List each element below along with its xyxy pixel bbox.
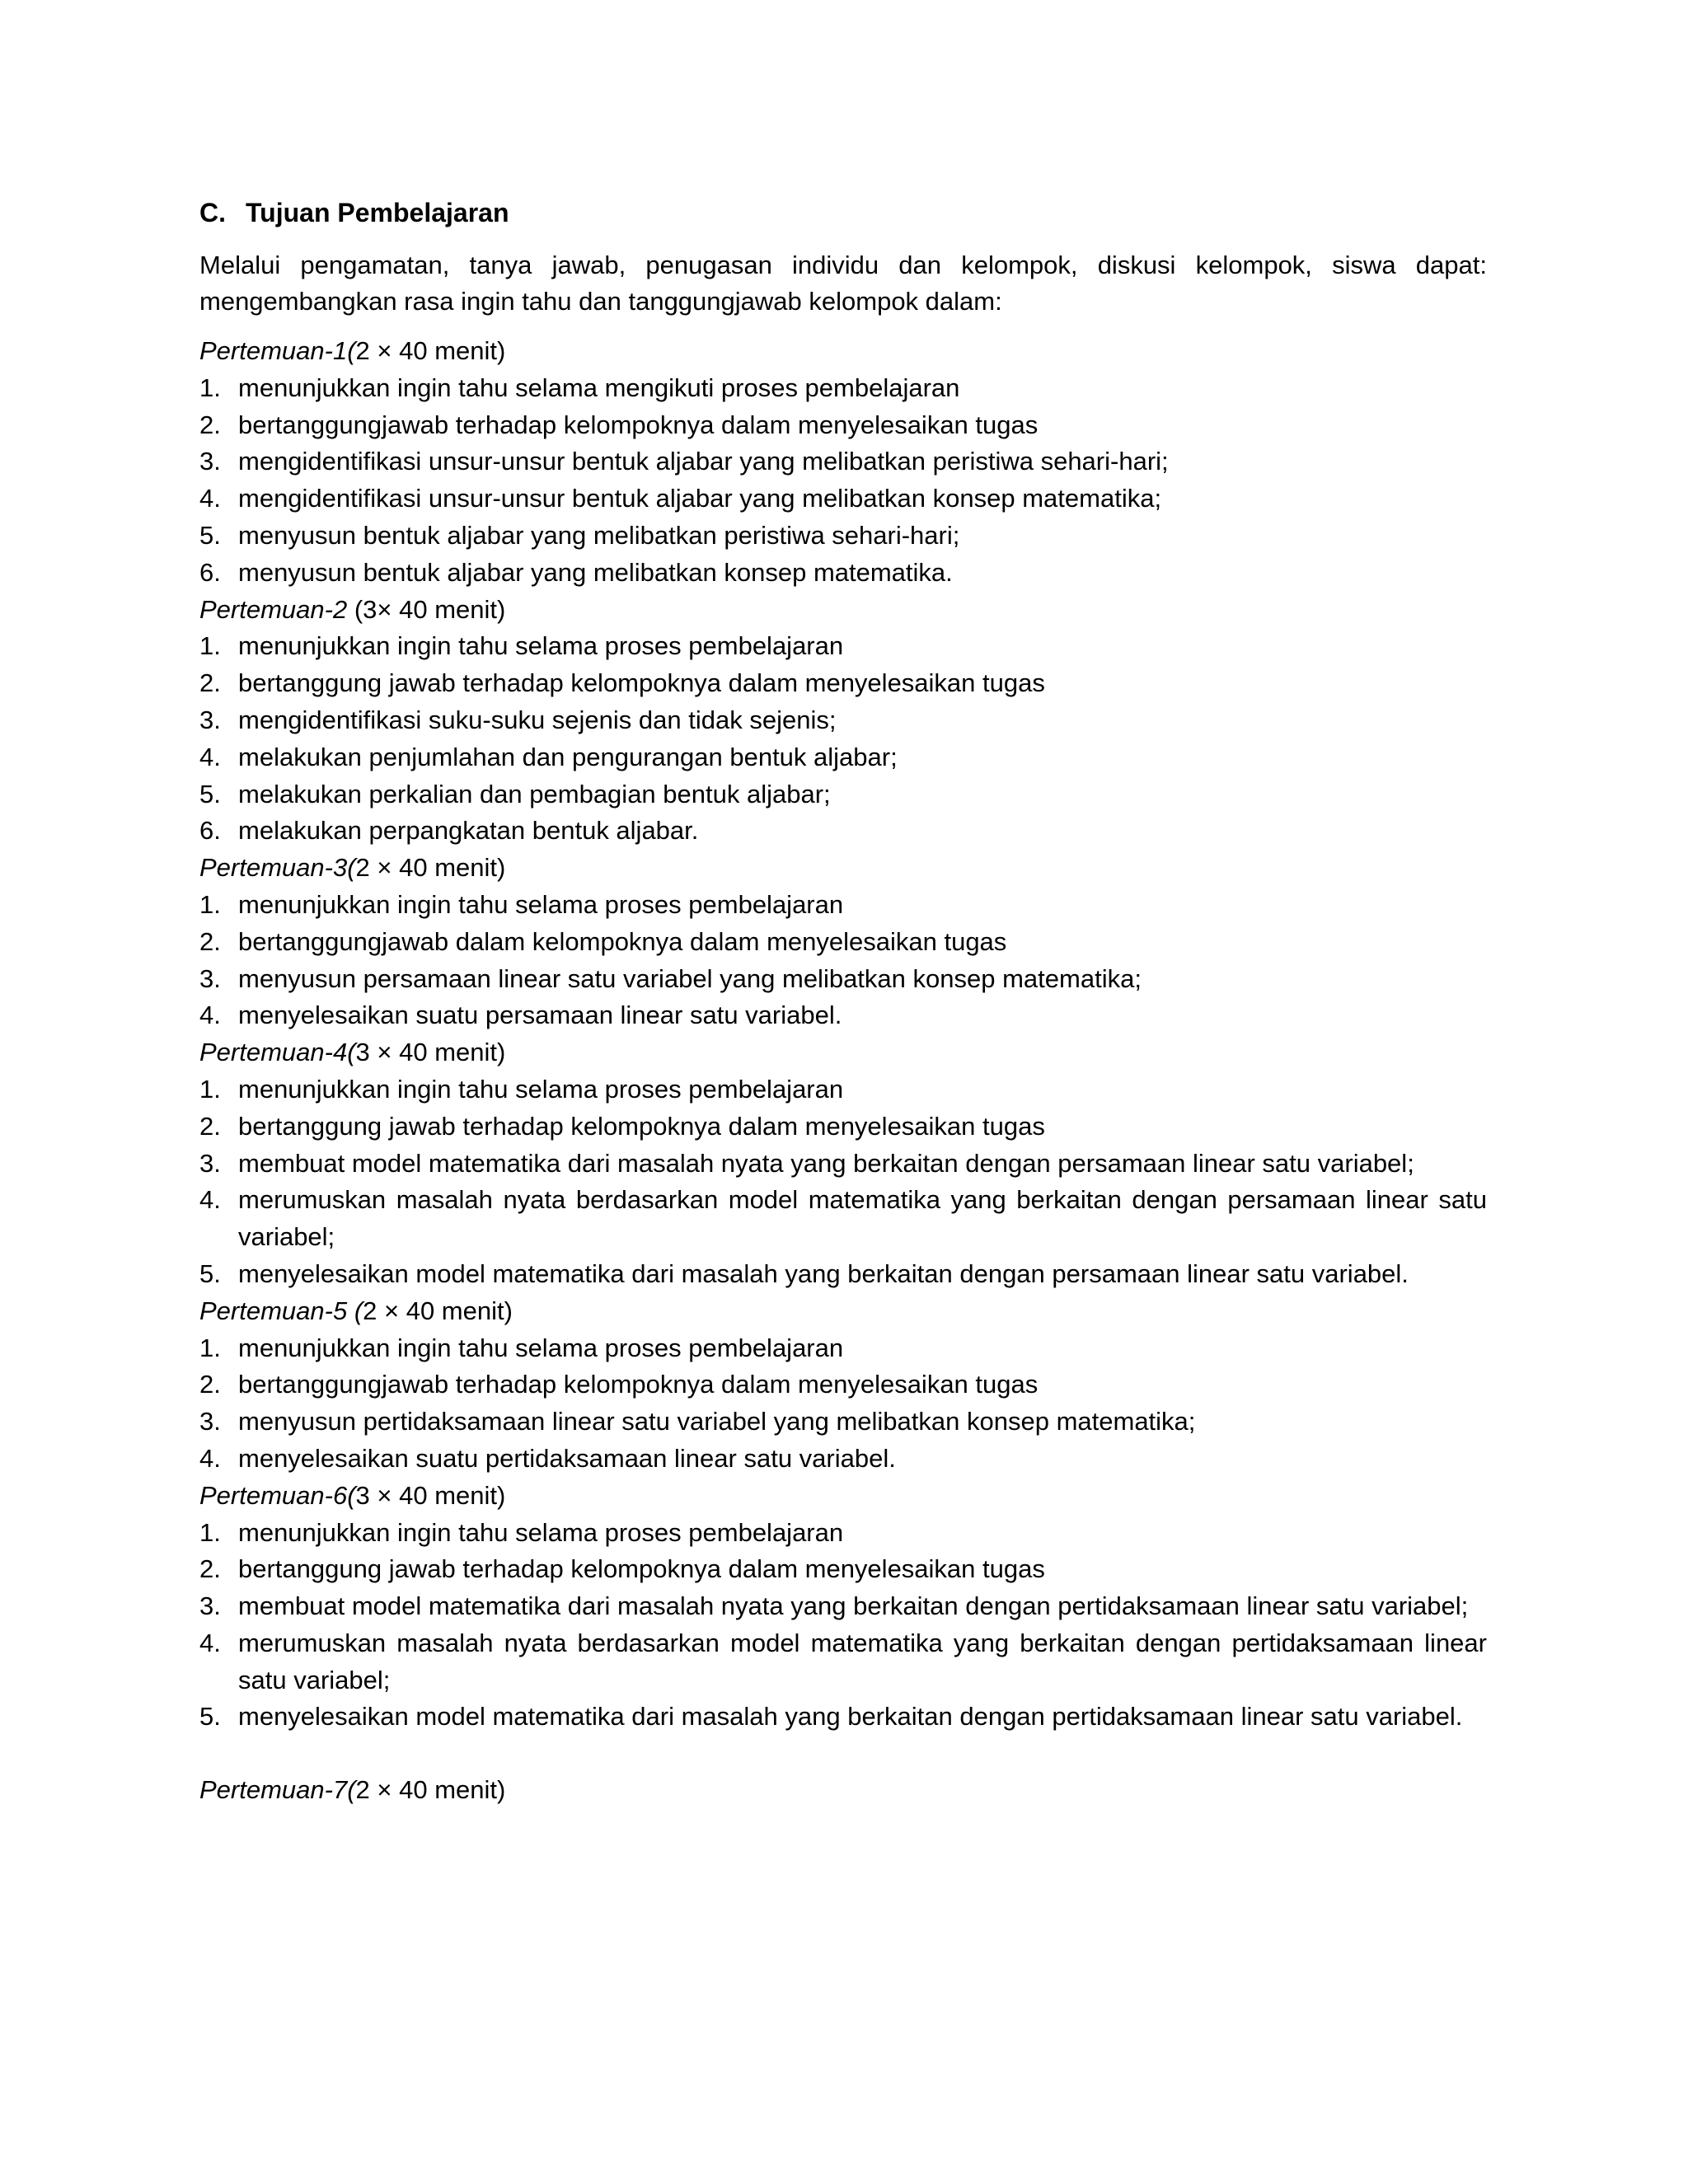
list-item-number: 5. xyxy=(199,520,221,550)
list-item-text: bertanggungjawab terhadap kelompoknya dalam menyelesaikan tugas xyxy=(238,1370,1039,1399)
section-title: Tujuan Pembelajaran xyxy=(246,198,509,227)
list-item-text: merumuskan masalah nyata berdasarkan model matematika yang berkaitan dengan pertidaksamaan linear satu variabel; xyxy=(238,1628,1487,1694)
list-item xyxy=(199,739,1487,776)
list-item-number: 3. xyxy=(199,1148,221,1178)
document-page xyxy=(199,194,1487,1809)
list-item-number: 4. xyxy=(199,742,221,771)
list-item-text: menyusun persamaan linear satu variabel yang melibatkan konsep matematika; xyxy=(238,963,1142,993)
blank-line xyxy=(199,1736,1487,1772)
list-item-number: 3. xyxy=(199,1407,221,1436)
list-item-text: membuat model matematika dari masalah nyata yang berkaitan dengan pertidaksamaan linear satu variabel; xyxy=(238,1591,1469,1621)
meeting-title xyxy=(199,1478,1487,1515)
meeting-duration: 2 × 40 menit) xyxy=(355,336,506,365)
list-item xyxy=(199,1699,1487,1736)
list-item xyxy=(199,813,1487,850)
intro-paragraph: Melalui pengamatan, tanya jawab, penugasan individu dan kelompok, diskusi kelompok, siswa dapat: mengembangkan rasa ingin tahu dan tanggungjawab kelompok dalam: xyxy=(199,251,1487,316)
list-item-text: mengidentifikasi suku-suku sejenis dan tidak sejenis; xyxy=(238,705,837,734)
list-item xyxy=(199,1108,1487,1146)
list-item-number: 4. xyxy=(199,1443,221,1473)
list-item-number: 5. xyxy=(199,1258,221,1288)
list-item xyxy=(199,776,1487,813)
objective-list xyxy=(199,628,1487,850)
list-item-text: menyusun bentuk aljabar yang melibatkan konsep matematika. xyxy=(238,557,953,587)
objective-list xyxy=(199,1071,1487,1293)
list-item-text: membuat model matematika dari masalah nyata yang berkaitan dengan persamaan linear satu variabel; xyxy=(238,1148,1414,1178)
list-item-number: 3. xyxy=(199,963,221,993)
meeting-duration: 2 × 40 menit) xyxy=(355,1775,506,1805)
list-item-text: menyelesaikan model matematika dari masalah yang berkaitan dengan pertidaksamaan linear satu variabel. xyxy=(238,1702,1463,1732)
meeting-name: Pertemuan-5 ( xyxy=(199,1296,363,1325)
list-item-text: mengidentifikasi unsur-unsur bentuk aljabar yang melibatkan peristiwa sehari-hari; xyxy=(238,447,1169,476)
list-item xyxy=(199,1625,1487,1699)
list-item-text: menunjukkan ingin tahu selama proses pembelajaran xyxy=(238,1517,844,1547)
section-letter: C. xyxy=(199,198,226,227)
list-item-number: 2. xyxy=(199,926,221,956)
section-heading xyxy=(199,194,1487,231)
list-item-number: 2. xyxy=(199,410,221,439)
list-item-number: 2. xyxy=(199,668,221,698)
list-item xyxy=(199,443,1487,480)
meeting-duration: (3× 40 menit) xyxy=(347,594,506,624)
meeting-title xyxy=(199,1034,1487,1071)
list-item-number: 4. xyxy=(199,1185,221,1215)
meeting-name: Pertemuan-4( xyxy=(199,1038,356,1067)
list-item xyxy=(199,1146,1487,1183)
list-item-text: menyelesaikan model matematika dari masalah yang berkaitan dengan persamaan linear satu variabel. xyxy=(238,1258,1409,1288)
list-item-number: 1. xyxy=(199,889,221,919)
meeting-name: Pertemuan-3( xyxy=(199,853,356,883)
meeting-duration: 2 × 40 menit) xyxy=(363,1296,513,1325)
meeting-name: Pertemuan-2 xyxy=(199,594,348,624)
list-item xyxy=(199,961,1487,998)
meeting-duration: 3 × 40 menit) xyxy=(355,1480,506,1510)
list-item-number: 1. xyxy=(199,373,221,402)
list-item-text: melakukan perkalian dan pembagian bentuk aljabar; xyxy=(238,779,831,808)
meeting-duration: 2 × 40 menit) xyxy=(355,853,506,883)
list-item-text: menunjukkan ingin tahu selama proses pembelajaran xyxy=(238,631,844,661)
meeting-duration: 3 × 40 menit) xyxy=(355,1038,506,1067)
list-item xyxy=(199,1182,1487,1256)
list-item xyxy=(199,1404,1487,1441)
list-item-text: menyelesaikan suatu persamaan linear satu variabel. xyxy=(238,1001,842,1030)
list-item xyxy=(199,1588,1487,1625)
list-item-number: 5. xyxy=(199,779,221,808)
list-item-text: merumuskan masalah nyata berdasarkan model matematika yang berkaitan dengan persamaan linear satu variabel; xyxy=(238,1185,1487,1252)
list-item-number: 6. xyxy=(199,816,221,846)
list-item-text: menunjukkan ingin tahu selama proses pembelajaran xyxy=(238,889,844,919)
list-item-number: 1. xyxy=(199,1333,221,1362)
objective-list xyxy=(199,1515,1487,1736)
list-item xyxy=(199,702,1487,739)
list-item-text: bertanggung jawab terhadap kelompoknya dalam menyelesaikan tugas xyxy=(238,668,1045,698)
list-item-text: bertanggungjawab dalam kelompoknya dalam menyelesaikan tugas xyxy=(238,926,1007,956)
meeting-name: Pertemuan-1( xyxy=(199,336,356,365)
list-item xyxy=(199,628,1487,665)
list-item-number: 5. xyxy=(199,1702,221,1732)
list-item-text: menunjukkan ingin tahu selama proses pembelajaran xyxy=(238,1333,844,1362)
list-item-number: 1. xyxy=(199,1074,221,1104)
meeting-title xyxy=(199,850,1487,887)
list-item-number: 3. xyxy=(199,1591,221,1621)
list-item xyxy=(199,480,1487,518)
list-item-number: 1. xyxy=(199,631,221,661)
list-item xyxy=(199,1441,1487,1478)
list-item xyxy=(199,407,1487,444)
list-item-text: menyusun bentuk aljabar yang melibatkan peristiwa sehari-hari; xyxy=(238,520,960,550)
list-item-number: 1. xyxy=(199,1517,221,1547)
meeting-title xyxy=(199,592,1487,629)
list-item xyxy=(199,1330,1487,1367)
list-item-number: 3. xyxy=(199,705,221,734)
list-item-text: melakukan perpangkatan bentuk aljabar. xyxy=(238,816,699,846)
list-item xyxy=(199,555,1487,592)
meeting-title xyxy=(199,333,1487,370)
list-item-number: 2. xyxy=(199,1554,221,1584)
list-item xyxy=(199,518,1487,555)
list-item xyxy=(199,1551,1487,1588)
meeting-title xyxy=(199,1293,1487,1330)
list-item-number: 4. xyxy=(199,1001,221,1030)
objective-list xyxy=(199,370,1487,592)
list-item-number: 2. xyxy=(199,1370,221,1399)
list-item xyxy=(199,370,1487,407)
list-item-number: 4. xyxy=(199,484,221,513)
meeting-name: Pertemuan-6( xyxy=(199,1480,356,1510)
list-item xyxy=(199,887,1487,924)
list-item-text: menunjukkan ingin tahu selama proses pembelajaran xyxy=(238,1074,844,1104)
list-item-number: 3. xyxy=(199,447,221,476)
objective-list xyxy=(199,1330,1487,1478)
list-item-text: bertanggung jawab terhadap kelompoknya dalam menyelesaikan tugas xyxy=(238,1554,1045,1584)
list-item-text: mengidentifikasi unsur-unsur bentuk aljabar yang melibatkan konsep matematika; xyxy=(238,484,1162,513)
objective-list xyxy=(199,887,1487,1034)
list-item-text: menunjukkan ingin tahu selama mengikuti proses pembelajaran xyxy=(238,373,960,402)
list-item xyxy=(199,1256,1487,1293)
list-item xyxy=(199,1515,1487,1552)
list-item-number: 2. xyxy=(199,1111,221,1141)
list-item-text: menyelesaikan suatu pertidaksamaan linear satu variabel. xyxy=(238,1443,896,1473)
list-item-text: bertanggung jawab terhadap kelompoknya dalam menyelesaikan tugas xyxy=(238,1111,1045,1141)
list-item xyxy=(199,924,1487,961)
list-item xyxy=(199,1071,1487,1108)
list-item-text: melakukan penjumlahan dan pengurangan bentuk aljabar; xyxy=(238,742,898,771)
meeting-name: Pertemuan-7( xyxy=(199,1775,356,1805)
list-item xyxy=(199,665,1487,702)
list-item-number: 6. xyxy=(199,557,221,587)
meeting-title xyxy=(199,1772,1487,1809)
meetings-container xyxy=(199,333,1487,1809)
list-item xyxy=(199,997,1487,1034)
list-item-text: bertanggungjawab terhadap kelompoknya dalam menyelesaikan tugas xyxy=(238,410,1039,439)
list-item xyxy=(199,1366,1487,1404)
list-item-text: menyusun pertidaksamaan linear satu variabel yang melibatkan konsep matematika; xyxy=(238,1407,1196,1436)
list-item-number: 4. xyxy=(199,1628,221,1657)
